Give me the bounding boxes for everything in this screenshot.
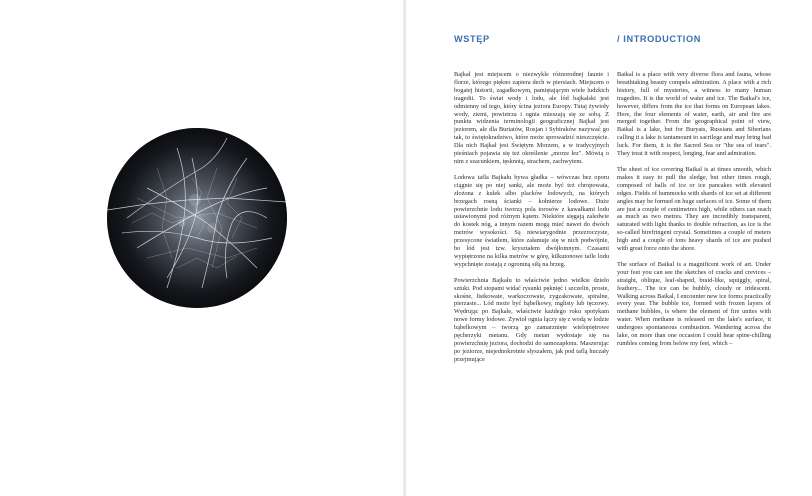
ice-crystal-circle-photo-icon — [107, 128, 287, 308]
english-paragraph-1: Baikal is a place with very diverse flora and fauna, whose breathtaking beauty compels admiration. A place with a rich history, full of mysteries, a witness to many human tragedies. It is the world of water and ice. The Baikal's ice, however, differs from the ice that forms on European lakes. Here, the four elements of water, earth, air and fire are merged together. From the geographical point of view, Baikal is a lake, but for Buryats, Russians and Siberians calling it a lake is tantamount to sacrilege and may bring bad luck. For them, it is the Sacred Sea or "the sea of tears". They treat it with respect, longing, fear and admiration. — [617, 71, 771, 158]
english-heading: / INTRODUCTION — [617, 34, 701, 44]
ice-photo — [107, 128, 287, 308]
english-paragraph-2: The sheet of ice covering Baikal is at times smooth, which makes it easy to pull the sledge, but other times rough, composed of balls of ice or ice pancakes with elevated edges. Fields of hummocks with shards of ice set at different angles may be formed on huge surfaces of ice. Some of them are just a couple of centimetres high, while others can reach as much as two metres. They are incredibly transparent, saturated with light thanks to double refraction, as ice is the so-called birefringent crystal. Sometimes a couple of meters high and a couple of tons heavy shards of ice are pushed with great force onto the shore. — [617, 165, 771, 253]
polish-paragraph-3: Powierzchnia Bajkału to właściwie jedno wielkie dzieło sztuki. Pod stopami widać rysunki pęknięć i szczelin, proste, skośne, listkowate, warkoczowate, zygzakowate, spiralne, pierzaste... Lód może być bąbelkowy, mglisty lub tęczowy. Wędrując po Bajkale, właściwie każdego roku spotykam nowe formy lodowe. Żywioł ognia łączy się z wodą w lodzie bąbelkowym – tworzą go zamarznięte wielopiętrowe pęcherzyki metanu. Gdy metan wydostaje się na powierzchnię jeziora, dochodzi do samozapłonu. Maszerując po jeziorze, niejednokrotnie słyszałem, jak pod taflą huczały przejmujące — [454, 276, 609, 363]
polish-paragraph-2: Lodowa tafla Bajkału bywa gładka – wówczas bez oporu ciągnie się po niej sanki, ale może być też chropowata, złożona z kulek albo placków lodowych, na których brzegach rosną ścianki – kołnierze lodowe. Duże powierzchnie lodu tworzą pola torosów z kawałkami lodu ustawionymi pod różnym kątem. Niektóre sięgają zaledwie do kostek nóg, a innym razem mogą mieć nawet do dwóch metrów wysokości. Są niewiarygodnie przezroczyste, przesycone światłem, które załamuje się w nich podwójnie, bo lód jest tzw. kryształem dwójłomnym. Czasami wypiętrzone na kilka metrów w górę, kilkutonowe tafle lodu wypchnięte zostają z ogromną siłą na brzeg. — [454, 173, 609, 268]
english-paragraph-3: The surface of Baikal is a magnificent work of art. Under your feet you can see the sketches of cracks and crevices – straight, oblique, leaf-shaped, braid-like, squiggly, spiral, feathery... The ice can be bubbly, cloudy or iridescent. Walking across Baikal, I encounter new ice forms practically every year. The bubble ice, formed with frozen layers of methane bubbles, is where the element of fire unites with water. When methane is released on the lake's surface, it undergoes spontaneous combustion. Wandering across the lake, on more than one occasion I could hear spine-chilling rumbles coming from below my feet, which – — [617, 260, 771, 347]
polish-paragraph-1: Bajkał jest miejscem o niezwykle różnorodnej faunie i florze, którego piękno zapiera dech w piersiach. Miejscem o bogatej historii, zagadkowym, pamiętającym wiele ludzkich tragedii. To świat wody i lodu, ale lód bajkalski jest odmienny od tego, który ścina jeziora Europy. Tutaj żywioły wody, ziemi, powietrza i ognia mieszają się ze sobą. Z punktu widzenia terminologii geograficznej Bajkał jest jeziorem, ale dla Buriatów, Rosjan i Sybiraków nazywać go tak, to świętokradztwo, które może sprowadzić nieszczęście. Dla nich Bajkał jest Świętym Morzem, a w tradycyjnych pieśniach pojawia się też określenie „morze łez". Mówią o nim z szacunkiem, tęsknotą, strachem, zachwytem. — [454, 71, 609, 165]
english-column — [617, 71, 771, 356]
polish-heading: WSTĘP — [454, 34, 490, 44]
polish-column — [454, 71, 609, 372]
